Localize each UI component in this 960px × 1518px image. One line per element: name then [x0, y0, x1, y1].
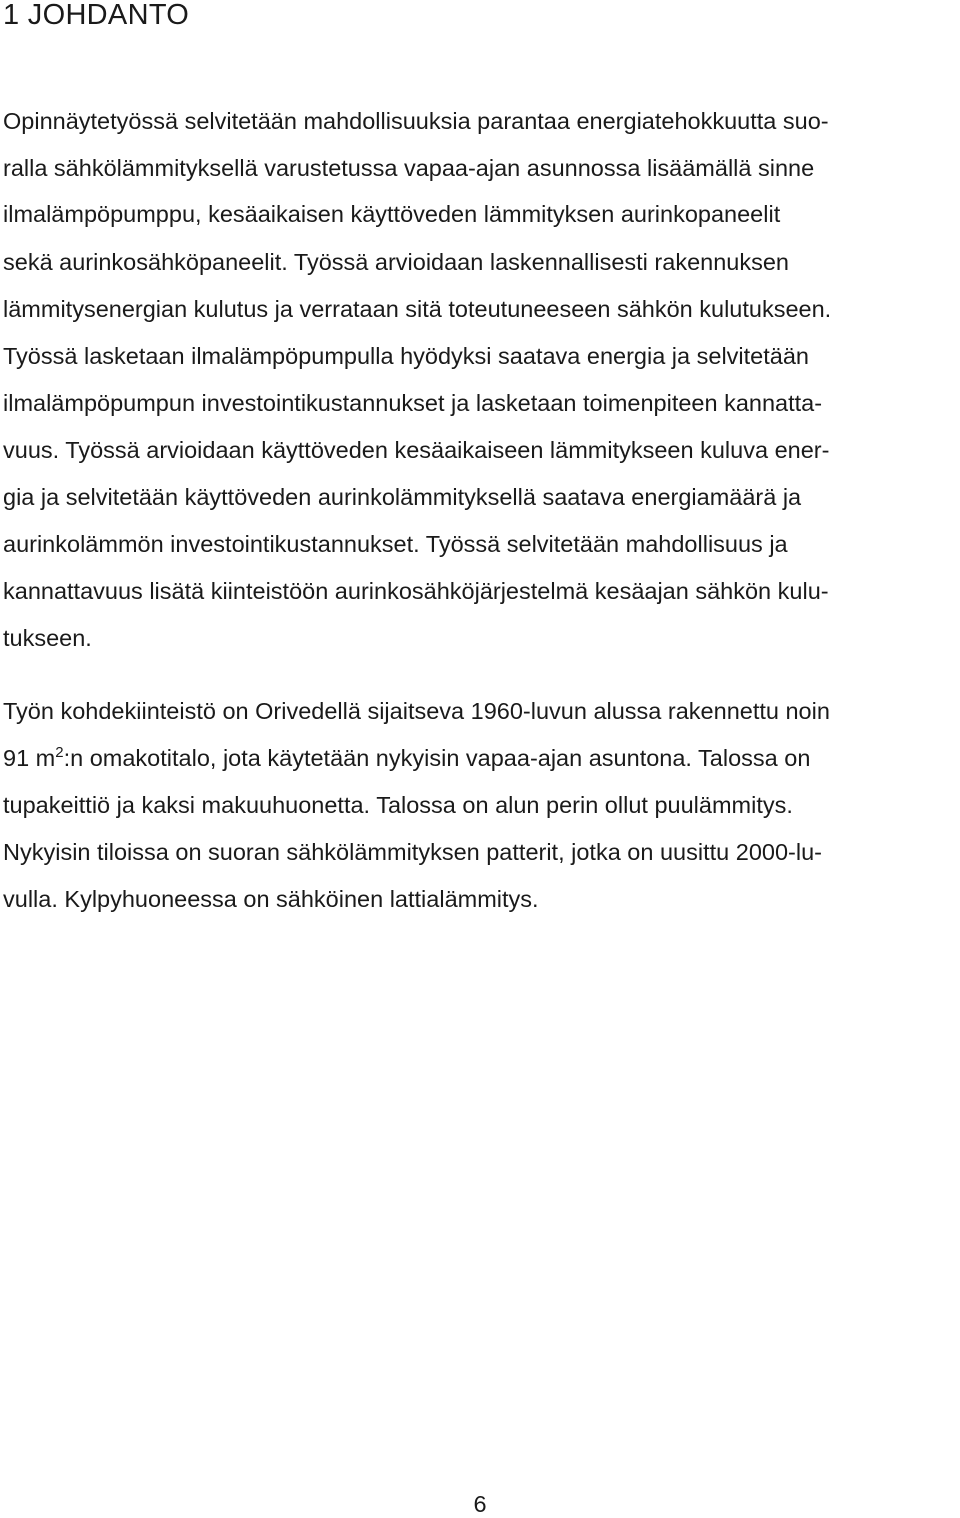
- text-line: ralla sähkölämmityksellä varustetussa vapaa-ajan asunnossa lisäämällä sinne: [3, 155, 815, 181]
- text-line: Nykyisin tiloissa on suoran sähkölämmityksen patterit, jotka on uusittu 2000-lu-: [3, 839, 822, 865]
- area-line-rest: :n omakotitalo, jota käytetään nykyisin vapaa-ajan asuntona. Talossa on: [63, 745, 811, 771]
- superscript-exponent: 2: [55, 744, 64, 762]
- text-line: tupakeittiö ja kaksi makuuhuonetta. Talossa on alun perin ollut puulämmitys.: [3, 792, 793, 818]
- text-line: sekä aurinkosähköpaneelit. Työssä arvioidaan laskennallisesti rakennuksen: [3, 249, 789, 275]
- chapter-heading: 1 JOHDANTO: [3, 0, 190, 31]
- text-line: lämmitysenergian kulutus ja verrataan sitä toteutuneeseen sähkön kulutukseen.: [3, 296, 832, 322]
- text-line: tukseen.: [3, 625, 92, 651]
- text-line: ilmalämpöpumppu, kesäaikaisen käyttöveden lämmityksen aurinkopaneelit: [3, 201, 781, 227]
- page-number: 6: [473, 1491, 487, 1517]
- text-line: ilmalämpöpumpun investointikustannukset ja lasketaan toimenpiteen kannatta-: [3, 390, 823, 416]
- text-line: Työn kohdekiinteistö on Orivedellä sijaitseva 1960-luvun alussa rakennettu noin: [3, 698, 830, 724]
- text-line: vulla. Kylpyhuoneessa on sähköinen lattialämmitys.: [3, 886, 539, 912]
- text-line: kannattavuus lisätä kiinteistöön aurinkosähköjärjestelmä kesäajan sähkön kulu-: [3, 578, 829, 604]
- text-line: aurinkolämmön investointikustannukset. Työssä selvitetään mahdollisuus ja: [3, 531, 788, 557]
- text-line: gia ja selvitetään käyttöveden aurinkolämmityksellä saatava energiamäärä ja: [3, 484, 802, 510]
- text-line: vuus. Työssä arvioidaan käyttöveden kesäaikaiseen lämmitykseen kuluva ener-: [3, 437, 830, 463]
- area-value: 91 m: [3, 745, 56, 771]
- text-line-area: [3, 744, 810, 772]
- text-line: Opinnäytetyössä selvitetään mahdollisuuksia parantaa energiatehokkuutta suo-: [3, 108, 829, 134]
- text-line: Työssä lasketaan ilmalämpöpumpulla hyödyksi saatava energia ja selvitetään: [3, 343, 809, 369]
